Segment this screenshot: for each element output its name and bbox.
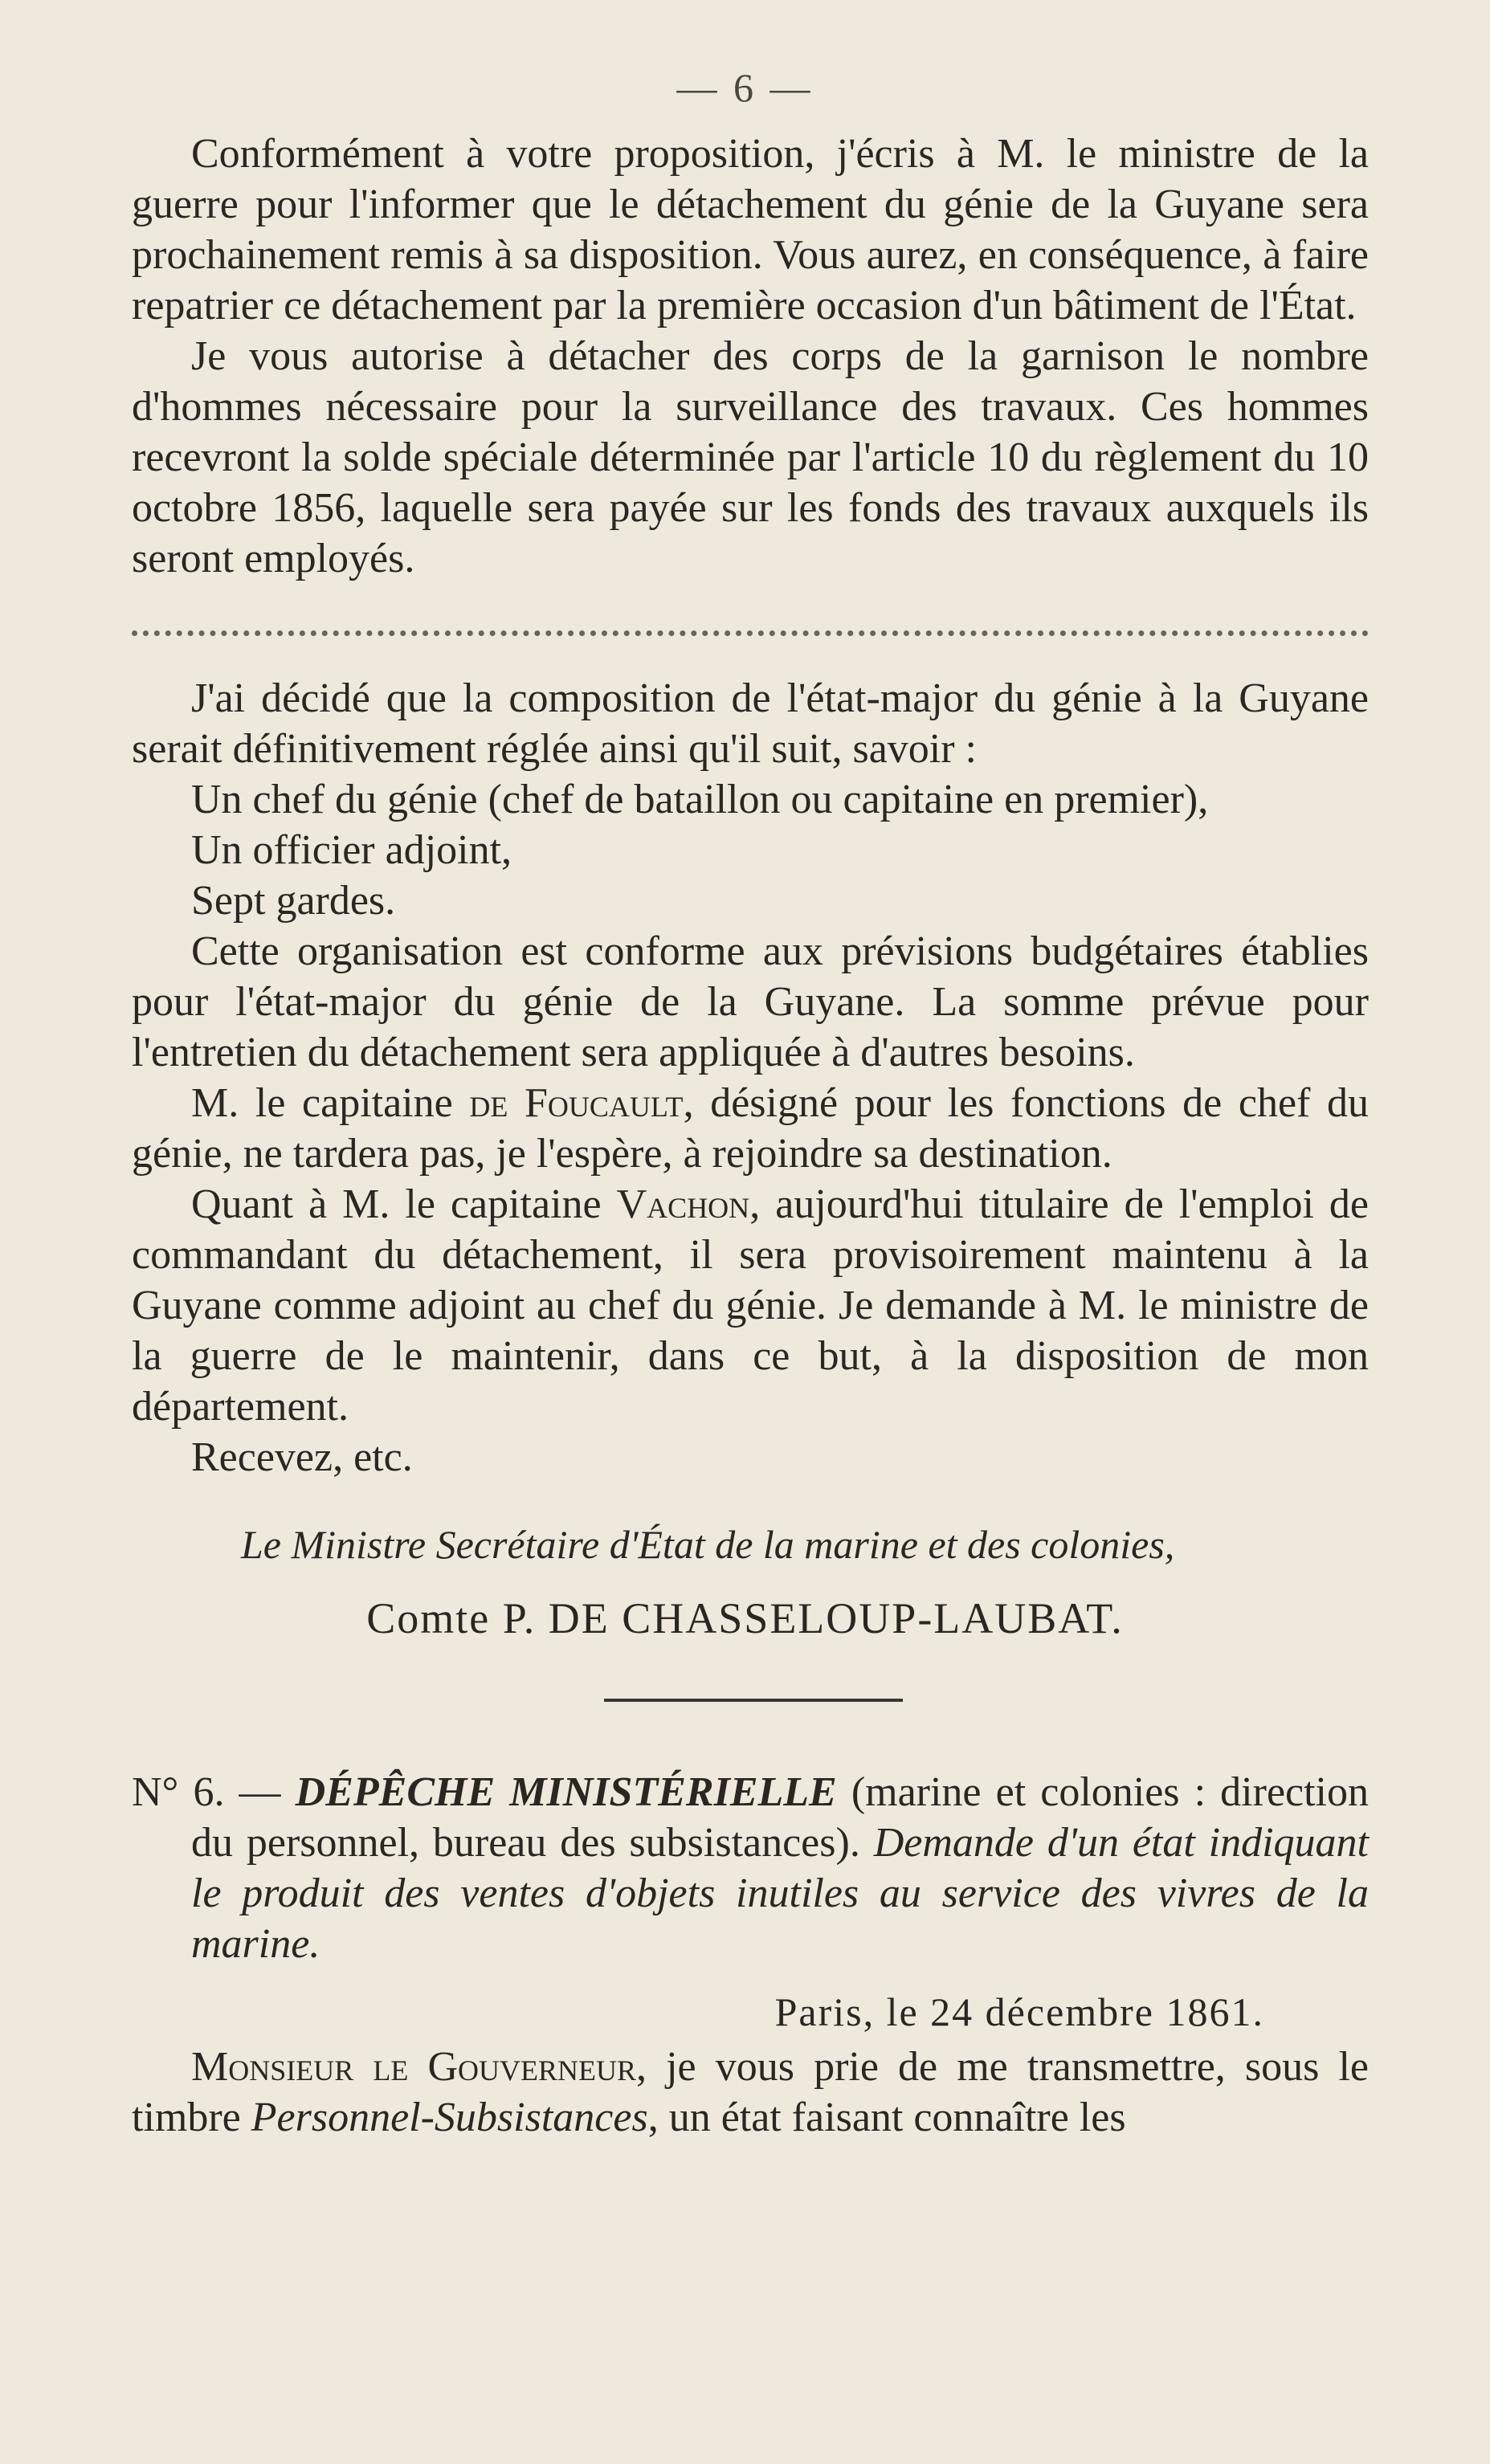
- paragraph-repatriation: Conformément à votre proposition, j'écris à M. le ministre de la guerre pour l'informer que le détachement du génie de la Guyane sera prochainement remis à sa disposition. Vous aurez, en conséquence, à faire repatrier ce détachement par la première occasion d'un bâtiment de l'État.: [132, 131, 1369, 328]
- salutation: Monsieur le Gouverneur: [191, 2044, 636, 2090]
- text-run: Quant à M. le capitaine: [191, 1181, 617, 1227]
- paragraph-garrison: Je vous autorise à détacher des corps de la garnison le nombre d'hommes nécessaire pour la surveillance des travaux. Ces hommes recevront la solde spéciale déterminée par l'article 10 du règlement du 10 octobre 1856, laquelle sera payée sur les fonds des travaux auxquels ils seront employés.: [132, 333, 1369, 581]
- letter-continuation: [132, 129, 1369, 584]
- ellipsis-divider: [132, 630, 1369, 636]
- document-department: (marine et colonies : direction du personnel, bureau des subsistances).: [191, 1769, 1370, 1866]
- closing-formula: Recevez, etc.: [191, 1434, 413, 1480]
- document-heading: [132, 1767, 1369, 1969]
- person-name: Vachon: [616, 1181, 750, 1227]
- list-item: Un officier adjoint,: [191, 827, 512, 873]
- list-item: Un chef du génie (chef de bataillon ou capitaine en premier),: [191, 777, 1209, 822]
- document-subject: Demande d'un état indiquant le produit des ventes d'objets inutiles au service des vivres de la marine.: [191, 1820, 1370, 1967]
- letter-staff-section: [132, 673, 1369, 1483]
- signer-name: Comte P. DE CHASSELOUP-LAUBAT.: [366, 1594, 1124, 1642]
- paragraph-request: [132, 2042, 1369, 2143]
- person-name: de Foucault: [469, 1080, 684, 1126]
- paragraph-foucault: [132, 1078, 1369, 1179]
- signature-title: Le Ministre Secrétaire d'État de la marine et des colonies,: [241, 1522, 1175, 1567]
- document-title: DÉPÊCHE MINISTÉRIELLE: [295, 1769, 837, 1815]
- document-header-paragraph: [132, 1767, 1369, 1969]
- paragraph-staff-intro: J'ai décidé que la composition de l'état-major du génie à la Guyane serait définitivement réglée ainsi qu'il suit, savoir :: [132, 675, 1369, 772]
- text-run: , un état faisant connaître les: [647, 2095, 1126, 2140]
- dateline: Paris, le 24 décembre 1861.: [774, 1989, 1264, 2034]
- section-rule: [604, 1699, 903, 1702]
- text-run: , désigné pour les fonctions de chef du génie, ne tardera pas, je l'espère, à rejoindre sa destination.: [132, 1080, 1369, 1177]
- document-number: N° 6. —: [132, 1769, 281, 1815]
- document-body: [132, 2042, 1369, 2143]
- text-run: M. le capitaine: [191, 1080, 470, 1126]
- text-run: , aujourd'hui titulaire de l'emploi de commandant du détachement, il sera provisoirement maintenu à la Guyane comme adjoint au chef du génie. Je demande à M. le ministre de la guerre de le maintenir, dans ce but, à la disposition de mon département.: [132, 1181, 1369, 1430]
- page-number: — 6 —: [676, 65, 814, 110]
- list-item: Sept gardes.: [191, 878, 396, 924]
- paragraph-vachon: [132, 1179, 1369, 1432]
- text-run: , je vous prie de me transmettre, sous le timbre: [132, 2044, 1369, 2140]
- paragraph-budget: Cette organisation est conforme aux prévisions budgétaires établies pour l'état-major du génie de la Guyane. La somme prévue pour l'entretien du détachement sera appliquée à d'autres besoins.: [132, 928, 1369, 1075]
- stamp-reference: Personnel-Subsistances: [251, 2095, 648, 2140]
